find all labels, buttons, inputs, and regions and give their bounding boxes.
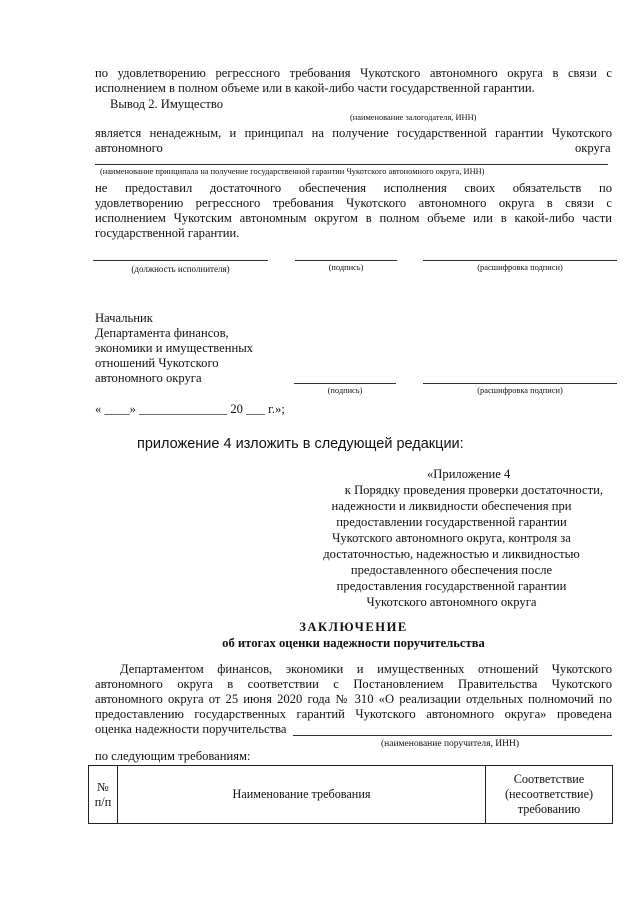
decode-line xyxy=(423,260,617,261)
body-line: Департаментом финансов, экономики и имущественных отношений Чукотского xyxy=(120,662,612,676)
paragraph-line: исполнением Чукотским автономным округом в полном объеме или в какой-либо части xyxy=(95,211,612,225)
body-line: по следующим требованиям: xyxy=(95,749,251,763)
header-text: № xyxy=(97,779,109,794)
table-header-cell xyxy=(486,766,613,824)
guarantor-underline xyxy=(293,735,612,736)
paragraph-line: исполнением в полном объеме или в какой-либо части государственной гарантии. xyxy=(95,81,535,95)
head-title-line: экономики и имущественных xyxy=(95,341,253,355)
table-header-cell xyxy=(89,766,118,824)
body-line: предоставлению государственных гарантий Чукотского автономного округа» проведена xyxy=(95,707,612,721)
paragraph-line: не предоставил достаточного обеспечения исполнения своих обязательств по xyxy=(95,181,612,195)
head-decode-line xyxy=(423,383,617,384)
appendix-header-line: Чукотского автономного округа, контроля за xyxy=(332,531,571,545)
body-line: автономного округа в соответствии с Постановлением Правительства Чукотского xyxy=(95,677,612,691)
appendix-header-line: к Порядку проведения проверки достаточности, xyxy=(344,483,603,497)
appendix-header-line: Чукотского автономного округа xyxy=(366,595,537,609)
requirements-table xyxy=(88,765,613,824)
amendment-text: приложение 4 изложить в следующей редакции: xyxy=(137,436,464,452)
guarantor-caption: (наименование поручителя, ИНН) xyxy=(381,739,519,749)
header-text: Соответствие xyxy=(513,772,585,786)
decode-caption: (расшифровка подписи) xyxy=(477,263,563,272)
appendix-header-line: надежности и ликвидности обеспечения при xyxy=(331,499,572,513)
date-line: « ____» ______________ 20 ___ г.»; xyxy=(95,402,285,416)
head-signature-caption: (подпись) xyxy=(327,386,363,395)
document-subtitle: об итогах оценки надежности поручительства xyxy=(222,636,485,650)
head-decode-caption: (расшифровка подписи) xyxy=(477,386,563,395)
paragraph-line: округа xyxy=(575,141,611,155)
head-signature-line xyxy=(294,383,396,384)
principal-underline xyxy=(95,164,608,165)
paragraph-line: является ненадежным, и принципал на получение государственной гарантии Чукотского xyxy=(95,126,612,140)
conclusion-2-label: Вывод 2. Имущество xyxy=(110,97,224,111)
head-title-line: отношений Чукотского xyxy=(95,356,219,370)
paragraph-line: автономного xyxy=(95,141,163,155)
pledgor-caption: (наименование залогодателя, ИНН) xyxy=(350,113,477,122)
appendix-header-line: предоставлении государственной гарантии xyxy=(336,515,567,529)
table-header-row xyxy=(89,766,613,824)
header-text: п/п xyxy=(94,794,112,809)
head-title-line: Начальник xyxy=(95,311,153,325)
header-text: (несоответствие) xyxy=(504,787,594,801)
position-caption: (должность исполнителя) xyxy=(131,264,230,274)
principal-caption: (наименование принципала на получение государственной гарантии Чукотского автономного округа, ИНН) xyxy=(100,167,485,176)
header-text: требованию xyxy=(517,802,581,816)
head-title-line: автономного округа xyxy=(95,371,202,385)
paragraph-line: по удовлетворению регрессного требования Чукотского автономного округа в связи с xyxy=(95,66,612,80)
signature-line xyxy=(295,260,397,261)
paragraph-line: государственной гарантии. xyxy=(95,226,240,240)
header-text: Наименование требования xyxy=(232,787,371,801)
paragraph-line: удовлетворению регрессного требования Чукотского автономного округа в связи с xyxy=(95,196,612,210)
appendix-header-line: достаточностью, надежностью и ликвидностью xyxy=(323,547,580,561)
appendix-header-line: предоставления государственной гарантии xyxy=(336,579,567,593)
signature-caption: (подпись) xyxy=(328,263,364,272)
head-title-line: Департамента финансов, xyxy=(95,326,229,340)
body-line: автономного округа от 25 июня 2020 года № 310 «О реализации отдельных полномочий по xyxy=(95,692,612,706)
table-header-cell xyxy=(118,766,486,824)
appendix-header-line: «Приложение 4 xyxy=(427,467,511,481)
appendix-header-line: предоставленного обеспечения после xyxy=(350,563,553,577)
body-line: оценка надежности поручительства xyxy=(95,722,287,736)
document-title: ЗАКЛЮЧЕНИЕ xyxy=(299,620,408,634)
position-line xyxy=(93,260,268,261)
